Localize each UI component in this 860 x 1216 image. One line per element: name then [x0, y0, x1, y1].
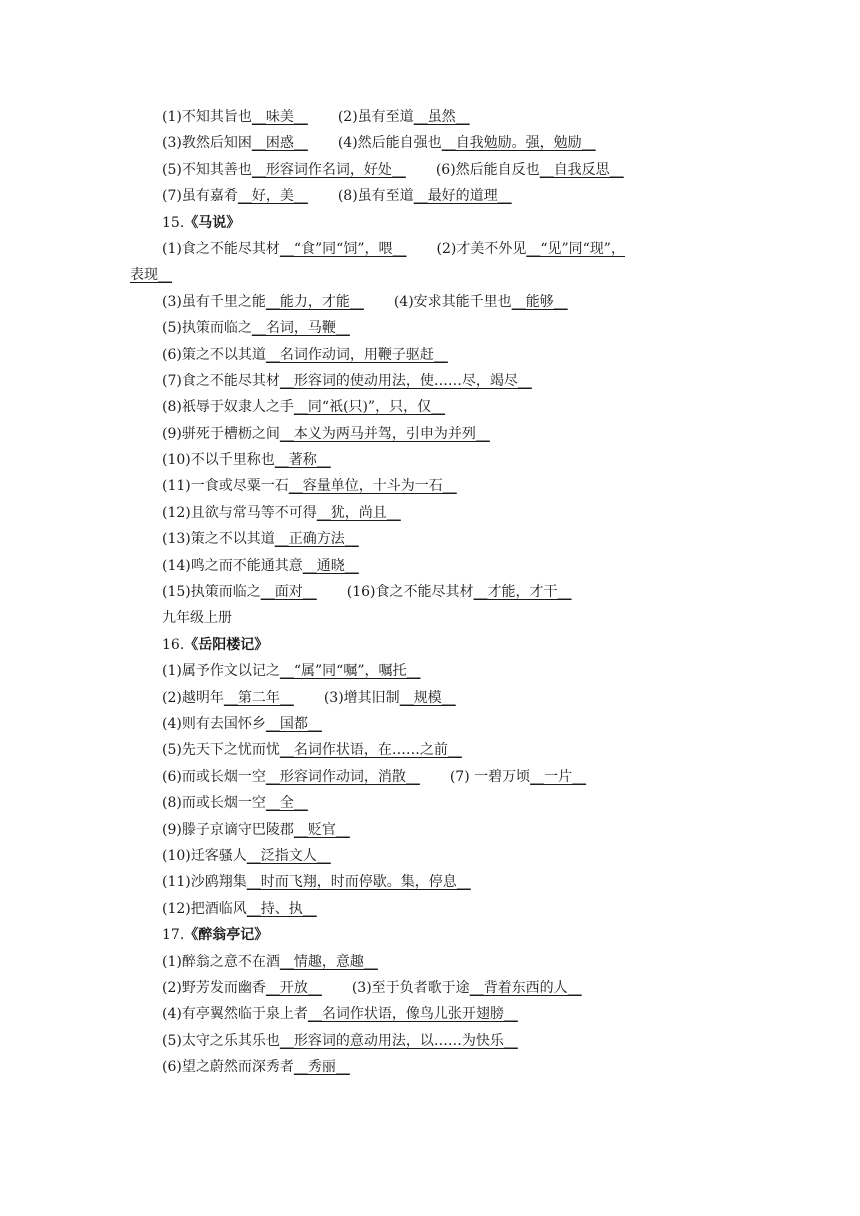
question-text: (4)然后能自强也	[337, 135, 442, 152]
exercise-item	[162, 685, 294, 711]
exercise-item	[162, 236, 406, 262]
exercise-item	[162, 1054, 350, 1080]
exercise-line	[0, 658, 860, 684]
section-heading	[0, 922, 860, 948]
question-text: (11)一食或尽粟一石	[162, 478, 289, 495]
answer-text: __味美__	[251, 109, 308, 125]
answer-text: __时而飞翔，时而停歇。集，停息__	[246, 874, 471, 891]
answer-text: __名词作状语，像鸟儿张开翅膀__	[307, 1006, 518, 1023]
exercise-item	[162, 790, 308, 816]
exercise-item	[347, 579, 572, 605]
question-text: (7) 一碧万顷	[449, 768, 531, 785]
answer-text: __好，美__	[237, 188, 308, 205]
answer-text: __秀丽__	[293, 1059, 350, 1076]
question-text: (1)属予作文以记之	[162, 663, 280, 680]
answer-text: __持、执__	[246, 900, 317, 917]
exercise-item	[162, 843, 331, 869]
exercise-item	[162, 183, 308, 209]
exercise-line	[0, 1028, 860, 1054]
question-text: (5)先天下之忧而忧	[162, 742, 280, 759]
exercise-item	[450, 764, 586, 790]
exercise-item	[162, 315, 350, 341]
question-text: (4)安求其能千里也	[393, 293, 512, 310]
grade-heading	[0, 605, 860, 631]
answer-text: __第二年__	[223, 689, 294, 706]
answer-text: __开放__	[265, 979, 322, 996]
exercise-item	[162, 394, 445, 420]
exercise-item	[162, 817, 350, 843]
answer-text: __“属”同“嘱”，嘱托__	[279, 663, 421, 680]
question-text: (3)增其旧制	[323, 689, 400, 706]
document-body	[0, 104, 860, 1080]
exercise-item	[162, 473, 457, 499]
exercise-line	[0, 1054, 860, 1080]
exercise-line	[0, 764, 860, 790]
exercise-line	[0, 104, 860, 130]
answer-text: __形容词作名词，好处__	[251, 161, 406, 178]
question-text: (16)食之不能尽其材	[346, 584, 474, 601]
answer-text: __通晓__	[302, 557, 359, 574]
question-text: (7)食之不能尽其材	[162, 372, 280, 389]
question-text: (2)虽有至道	[337, 109, 414, 125]
question-text: (2)越明年	[162, 689, 224, 706]
exercise-line	[0, 685, 860, 711]
answer-text: __能力，才能__	[265, 293, 364, 310]
question-text: (5)不知其善也	[162, 161, 252, 178]
answer-text: __能够__	[511, 293, 568, 310]
answer-text: __虽然__	[413, 109, 470, 125]
exercise-item	[162, 737, 462, 763]
answer-text: __国都__	[265, 715, 322, 732]
question-text: (14)鸣之而不能通其意	[162, 557, 303, 574]
answer-text: __犹，尚且__	[316, 504, 401, 521]
question-text: (6)然后能自反也	[435, 161, 540, 178]
exercise-line	[0, 526, 860, 552]
exercise-line	[0, 421, 860, 447]
exercise-item	[338, 183, 512, 209]
exercise-line	[0, 790, 860, 816]
section-heading	[0, 210, 860, 236]
exercise-item	[162, 342, 448, 368]
answer-text: __才能，才干__	[473, 584, 572, 601]
question-text: (1)醉翁之意不在酒	[162, 953, 280, 970]
section-title: 《醉翁亭记》	[184, 927, 269, 944]
exercise-item	[162, 1001, 518, 1027]
exercise-item	[162, 711, 322, 737]
exercise-line	[0, 843, 860, 869]
grade-heading-text: 九年级上册	[162, 610, 232, 627]
exercise-item	[162, 579, 317, 605]
exercise-item	[162, 658, 420, 684]
question-text: (2)才美不外见	[436, 240, 527, 257]
question-text: (8)而或长烟一空	[162, 795, 266, 812]
answer-text: __最好的道理__	[413, 188, 512, 205]
exercise-item	[352, 975, 582, 1001]
section-number: 17.	[162, 927, 185, 944]
exercise-item	[338, 130, 596, 156]
section-title: 《马说》	[184, 214, 241, 231]
answer-text: __贬官__	[293, 821, 350, 838]
exercise-line	[0, 130, 860, 156]
question-text: (11)沙鸥翔集	[162, 874, 247, 891]
question-text: (9)滕子京谪守巴陵郡	[162, 821, 294, 838]
answer-text: __正确方法__	[274, 531, 359, 548]
question-text: (7)虽有嘉肴	[162, 188, 238, 205]
question-text: (3)虽有千里之能	[162, 293, 266, 310]
exercise-item	[162, 104, 308, 130]
answer-text: __“见”同“现”，	[526, 240, 625, 257]
answer-text: __泛指文人__	[246, 847, 331, 864]
answer-text: __规模__	[399, 689, 456, 706]
answer-text: __形容词作动词，消散__	[265, 768, 420, 785]
exercise-line	[0, 342, 860, 368]
section-number: 16.	[162, 636, 185, 653]
answer-text: __情趣，意趣__	[279, 953, 378, 970]
question-text: (6)而或长烟一空	[162, 768, 266, 785]
answer-text: __全__	[265, 795, 308, 812]
exercise-item	[436, 236, 624, 262]
question-text: (10)不以千里称也	[162, 452, 275, 469]
section-heading	[0, 632, 860, 658]
exercise-item	[162, 764, 420, 790]
exercise-line	[0, 183, 860, 209]
answer-text: __容量单位，十斗为一石__	[288, 478, 457, 495]
question-text: (1)食之不能尽其材	[162, 240, 280, 257]
answer-text: __一片__	[530, 768, 587, 785]
exercise-line	[0, 737, 860, 763]
question-text: (12)且欲与常马等不可得	[162, 504, 317, 521]
question-text: (15)执策而临之	[162, 584, 261, 601]
exercise-line	[0, 447, 860, 473]
exercise-item	[394, 289, 568, 315]
exercise-item	[162, 949, 378, 975]
answer-text: 表现__	[130, 267, 172, 284]
question-text: (13)策之不以其道	[162, 531, 275, 548]
section-title: 《岳阳楼记》	[184, 636, 269, 653]
exercise-line	[0, 157, 860, 183]
exercise-line	[0, 368, 860, 394]
exercise-line	[0, 711, 860, 737]
answer-text: __背着东西的人__	[469, 979, 582, 996]
exercise-item	[162, 975, 322, 1001]
answer-text: __形容词的使动用法，使……尽，竭尽__	[279, 372, 532, 389]
exercise-item	[162, 421, 490, 447]
exercise-line	[0, 579, 860, 605]
exercise-line	[0, 500, 860, 526]
exercise-item	[436, 157, 624, 183]
answer-text: __著称__	[274, 452, 331, 469]
exercise-line	[0, 394, 860, 420]
exercise-item	[338, 104, 470, 130]
exercise-line	[0, 553, 860, 579]
exercise-item	[162, 130, 308, 156]
answer-text: __名词作状语，在……之前__	[279, 742, 462, 759]
exercise-line	[0, 817, 860, 843]
exercise-item	[130, 262, 172, 288]
exercise-line	[0, 473, 860, 499]
exercise-line	[0, 1001, 860, 1027]
question-text: (5)执策而临之	[162, 320, 252, 337]
question-text: (3)教然后知困	[162, 135, 252, 152]
question-text: (6)望之蔚然而深秀者	[162, 1059, 294, 1076]
exercise-item	[162, 1028, 518, 1054]
answer-text: __困惑__	[251, 135, 308, 152]
exercise-line	[0, 236, 860, 262]
answer-text: __名词，马鞭__	[251, 320, 350, 337]
exercise-item	[324, 685, 456, 711]
question-text: (5)太守之乐其乐也	[162, 1032, 280, 1049]
exercise-item	[162, 896, 317, 922]
answer-text: __面对__	[260, 584, 317, 601]
exercise-item	[162, 500, 401, 526]
question-text: (1)不知其旨也	[162, 109, 252, 125]
exercise-item	[162, 289, 364, 315]
section-number: 15.	[162, 214, 185, 231]
exercise-line	[0, 262, 860, 288]
answer-text: __“食”同“饲”，喂__	[279, 240, 407, 257]
exercise-line	[0, 949, 860, 975]
exercise-line	[0, 869, 860, 895]
question-text: (3)至于负者歌于途	[351, 979, 470, 996]
exercise-item	[162, 526, 359, 552]
answer-text: __名词作动词，用鞭子驱赶__	[265, 346, 448, 363]
answer-text: __自我反思__	[539, 161, 624, 178]
question-text: (9)骈死于槽枥之间	[162, 425, 280, 442]
question-text: (6)策之不以其道	[162, 346, 266, 363]
answer-text: __同“祇(只)”，只，仅__	[293, 399, 446, 416]
exercise-line	[0, 289, 860, 315]
exercise-item	[162, 157, 406, 183]
question-text: (2)野芳发而幽香	[162, 979, 266, 996]
answer-text: __形容词的意动用法，以……为快乐__	[279, 1032, 518, 1049]
exercise-item	[162, 553, 359, 579]
exercise-item	[162, 447, 331, 473]
answer-text: __本义为两马并驾，引申为并列__	[279, 425, 490, 442]
exercise-line	[0, 975, 860, 1001]
answer-text: __自我勉励。强，勉励__	[441, 135, 596, 152]
question-text: (4)则有去国怀乡	[162, 715, 266, 732]
exercise-item	[162, 368, 532, 394]
exercise-line	[0, 896, 860, 922]
question-text: (10)迁客骚人	[162, 847, 247, 864]
question-text: (4)有亭翼然临于泉上者	[162, 1006, 308, 1023]
question-text: (8)虽有至道	[337, 188, 414, 205]
question-text: (8)祇辱于奴隶人之手	[162, 399, 294, 416]
question-text: (12)把酒临风	[162, 900, 247, 917]
exercise-item	[162, 869, 471, 895]
exercise-line	[0, 315, 860, 341]
